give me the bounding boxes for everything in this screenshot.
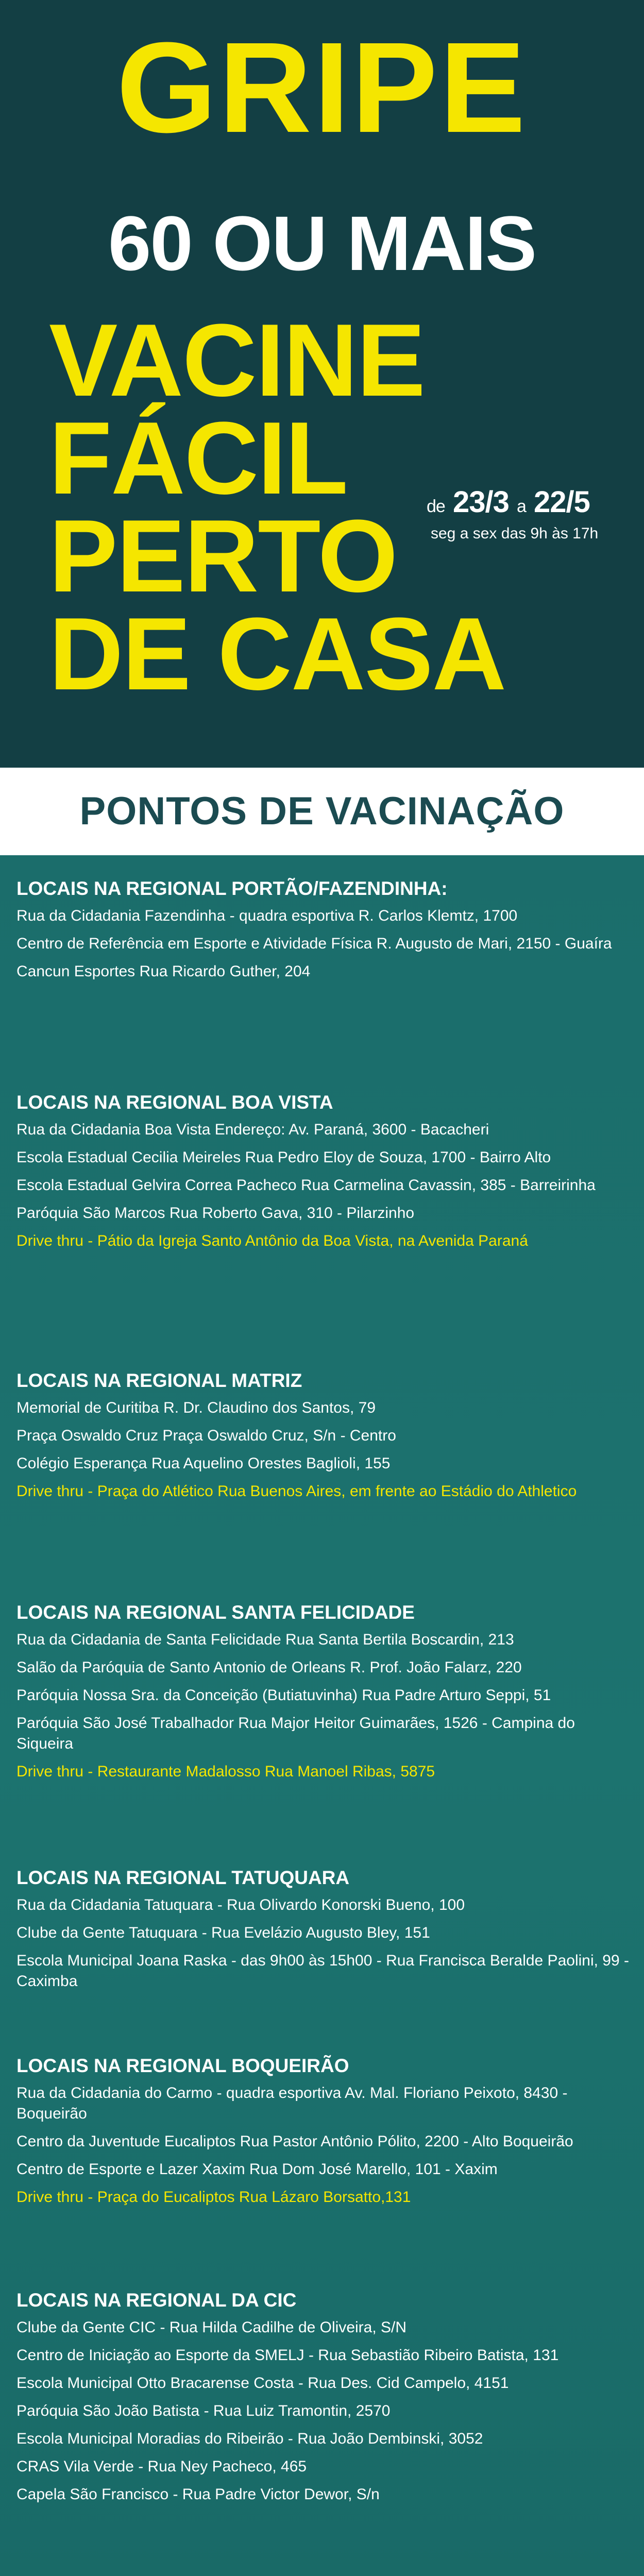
date-from: 23/3 <box>452 485 509 519</box>
location-item: Rua da Cidadania Fazendinha - quadra esportiva R. Carlos Klemtz, 1700 <box>16 907 518 924</box>
location-item: Escola Municipal Moradias do Ribeirão - Rua João Dembinski, 3052 <box>16 2430 483 2447</box>
headline-vacine: VACINE <box>49 303 425 418</box>
location-item: Memorial de Curitiba R. Dr. Claudino dos Santos, 79 <box>16 1399 376 1416</box>
location-item: Cancun Esportes Rua Ricardo Guther, 204 <box>16 963 311 980</box>
region-block <box>16 1865 635 1999</box>
location-item: Paróquia São Marcos Rua Roberto Gava, 310 - Pilarzinho <box>16 1205 415 1222</box>
location-item: Escola Estadual Cecilia Meireles Rua Pedro Eloy de Souza, 1700 - Bairro Alto <box>16 1149 551 1166</box>
region-title: LOCAIS NA REGIONAL PORTÃO/FAZENDINHA: <box>16 878 448 899</box>
headline-age: 60 OU MAIS <box>108 200 536 286</box>
location-item: Paróquia Nossa Sra. da Conceição (Butiatuvinha) Rua Padre Arturo Seppi, 51 <box>16 1687 551 1704</box>
location-item: Rua da Cidadania de Santa Felicidade Rua Santa Bertila Boscardin, 213 <box>16 1631 514 1648</box>
region-title: LOCAIS NA REGIONAL TATUQUARA <box>16 1867 350 1888</box>
date-to: 22/5 <box>534 485 590 519</box>
location-item: Escola Municipal Joana Raska - das 9h00 às 15h00 - Rua Francisca Beralde Paolini, 99 - Caximba <box>16 1952 629 1990</box>
headline-perto: PERTO <box>49 499 397 614</box>
vaccination-points-list <box>0 855 644 2576</box>
location-item: Paróquia São José Trabalhador Rua Major Heitor Guimarães, 1526 - Campina do Siqueira <box>16 1715 575 1752</box>
drive-thru-location: Drive thru - Praça do Atlético Rua Buenos Aires, em frente ao Estádio do Athletico <box>16 1483 577 1500</box>
location-item: CRAS Vila Verde - Rua Ney Pacheco, 465 <box>16 2458 307 2475</box>
headline-de-casa: DE CASA <box>49 597 506 711</box>
region-title: LOCAIS NA REGIONAL DA CIC <box>16 2290 297 2311</box>
region-title: LOCAIS NA REGIONAL MATRIZ <box>16 1370 302 1391</box>
location-item: Salão da Paróquia de Santo Antonio de Orleans R. Prof. João Falarz, 220 <box>16 1659 522 1676</box>
location-item: Rua da Cidadania Boa Vista Endereço: Av. Paraná, 3600 - Bacacheri <box>16 1121 489 1138</box>
location-item: Rua da Cidadania do Carmo - quadra esportiva Av. Mal. Floriano Peixoto, 8430 - Boqueirão <box>16 2084 568 2122</box>
region-title: LOCAIS NA REGIONAL SANTA FELICIDADE <box>16 1602 415 1623</box>
location-item: Centro de Iniciação ao Esporte da SMELJ - Rua Sebastião Ribeiro Batista, 131 <box>16 2347 559 2364</box>
region-title: LOCAIS NA REGIONAL BOA VISTA <box>16 1092 333 1113</box>
section-title: PONTOS DE VACINAÇÃO <box>0 768 644 855</box>
drive-thru-location: Drive thru - Restaurante Madalosso Rua Manoel Ribas, 5875 <box>16 1763 435 1780</box>
headline-facil: FÁCIL <box>49 401 347 516</box>
region-title: LOCAIS NA REGIONAL BOQUEIRÃO <box>16 2055 349 2076</box>
location-item: Capela São Francisco - Rua Padre Victor Dewor, S/n <box>16 2486 380 2503</box>
region-block <box>16 1090 635 1259</box>
location-item: Escola Estadual Gelvira Correa Pacheco Rua Carmelina Cavassin, 385 - Barreirinha <box>16 1177 596 1194</box>
location-item: Escola Municipal Otto Bracarense Costa - Rua Des. Cid Campelo, 4151 <box>16 2375 509 2392</box>
drive-thru-location: Drive thru - Praça do Eucaliptos Rua Lázaro Borsatto,131 <box>16 2189 411 2206</box>
region-block <box>16 1600 635 1789</box>
region-block <box>16 1368 635 1509</box>
location-item: Paróquia São João Batista - Rua Luiz Tramontin, 2570 <box>16 2402 391 2419</box>
location-item: Colégio Esperança Rua Aquelino Orestes Baglioli, 155 <box>16 1455 391 1472</box>
region-block <box>16 2287 635 2512</box>
location-item: Centro de Esporte e Lazer Xaxim Rua Dom José Marello, 101 - Xaxim <box>16 2161 498 2178</box>
headline-gripe: GRIPE <box>116 15 528 159</box>
location-item: Centro da Juventude Eucaliptos Rua Pastor Antônio Pólito, 2200 - Alto Boqueirão <box>16 2133 573 2150</box>
hero-banner <box>0 0 644 768</box>
region-block <box>16 2053 635 2215</box>
location-item: Centro de Referência em Esporte e Atividade Física R. Augusto de Mari, 2150 - Guaíra <box>16 935 612 952</box>
location-item: Clube da Gente CIC - Rua Hilda Cadilhe de Oliveira, S/N <box>16 2319 407 2336</box>
location-item: Praça Oswaldo Cruz Praça Oswaldo Cruz, S/n - Centro <box>16 1427 396 1444</box>
location-item: Rua da Cidadania Tatuquara - Rua Olivardo Konorski Bueno, 100 <box>16 1896 465 1913</box>
opening-hours: seg a sex das 9h às 17h <box>431 525 599 542</box>
location-item: Clube da Gente Tatuquara - Rua Evelázio Augusto Bley, 151 <box>16 1924 430 1941</box>
drive-thru-location: Drive thru - Pátio da Igreja Santo Antônio da Boa Vista, na Avenida Paraná <box>16 1232 528 1249</box>
date-range: de 23/3 a 22/5 <box>427 485 590 519</box>
region-block <box>16 876 635 989</box>
campaign-dates <box>427 484 643 543</box>
